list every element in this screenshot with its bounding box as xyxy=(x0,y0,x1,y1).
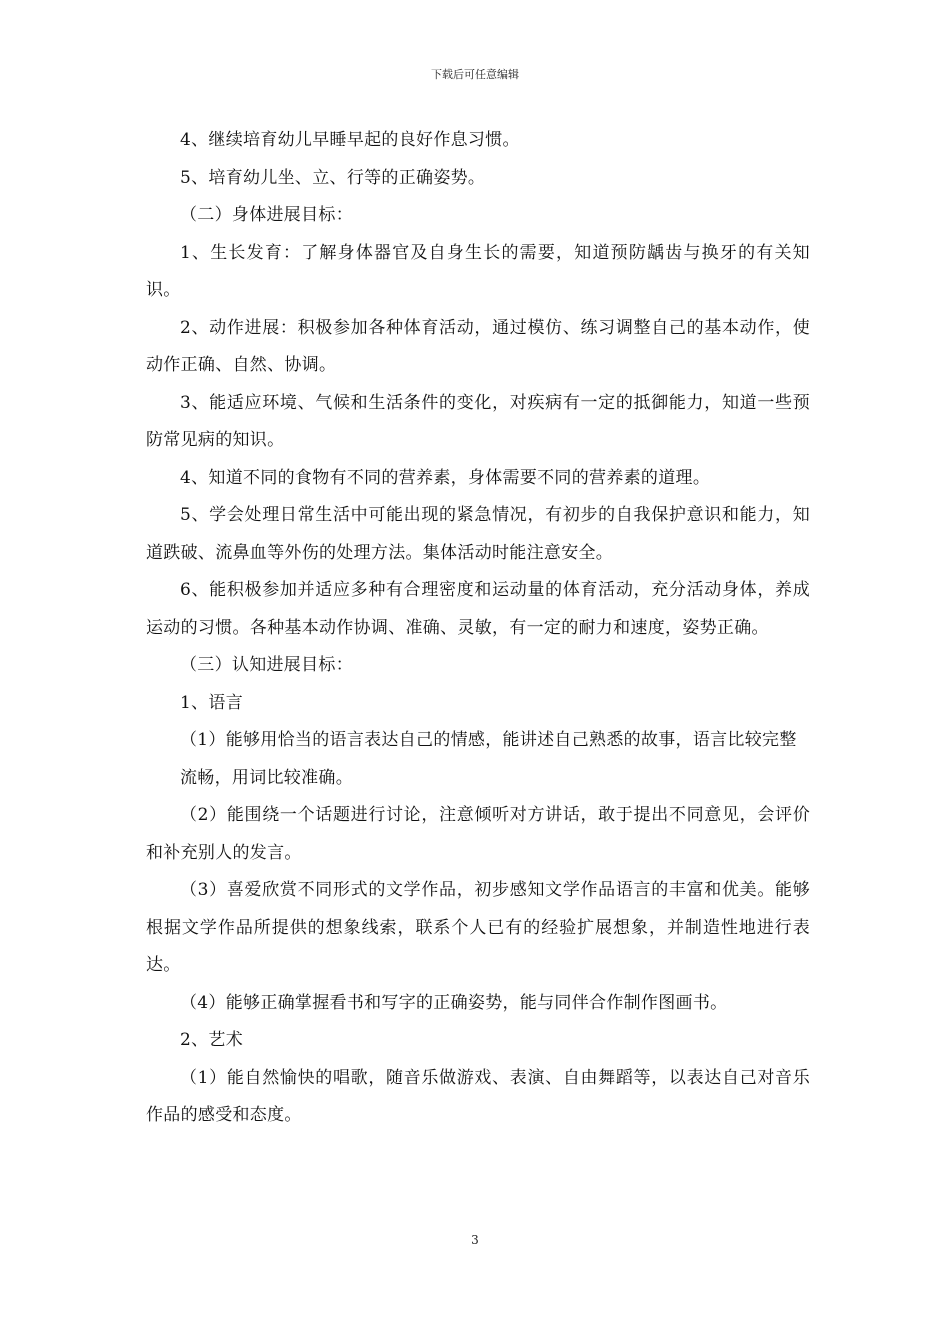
section-heading: （二）身体进展目标： xyxy=(180,205,353,225)
section-heading: （三）认知进展目标： xyxy=(180,655,353,675)
document-body xyxy=(146,122,810,1135)
paragraph: （1）能够用恰当的语言表达自己的情感，能讲述自己熟悉的故事，语言比较完整 xyxy=(180,730,797,750)
paragraph: 3、能适应环境、气候和生活条件的变化，对疾病有一定的抵御能力，知道一些预防常见病的知识。 xyxy=(146,392,810,450)
paragraph: （4）能够正确掌握看书和写字的正确姿势，能与同伴合作制作图画书。 xyxy=(180,992,728,1013)
paragraph: 5、学会处理日常生活中可能出现的紧急情况，有初步的自我保护意识和能力，知道跌破、流鼻血等外伤的处理方法。集体活动时能注意安全。 xyxy=(146,505,810,563)
paragraph: （3）喜爱欣赏不同形式的文学作品，初步感知文学作品语言的丰富和优美。能够根据文学作品所提供的想象线索，联系个人已有的经验扩展想象，并制造性地进行表达。 xyxy=(146,880,810,975)
paragraph: 1、生长发育：了解身体器官及自身生长的需要，知道预防龋齿与换牙的有关知识。 xyxy=(146,242,810,300)
paragraph: （2）能围绕一个话题进行讨论，注意倾听对方讲话，敢于提出不同意见，会评价和补充别人的发言。 xyxy=(146,805,810,863)
subsection-heading: 1、语言 xyxy=(180,692,244,713)
paragraph: 2、动作进展：积极参加各种体育活动，通过模仿、练习调整自己的基本动作，使动作正确、自然、协调。 xyxy=(146,317,810,375)
page-number: 3 xyxy=(471,1233,479,1247)
paragraph: 5、培育幼儿坐、立、行等的正确姿势。 xyxy=(180,167,486,188)
paragraph: 4、知道不同的食物有不同的营养素，身体需要不同的营养素的道理。 xyxy=(180,467,711,488)
paragraph: 4、继续培育幼儿早睡早起的良好作息习惯。 xyxy=(180,130,520,150)
paragraph: 6、能积极参加并适应多种有合理密度和运动量的体育活动，充分活动身体，养成运动的习惯。各种基本动作协调、准确、灵敏，有一定的耐力和速度，姿势正确。 xyxy=(146,580,810,638)
paragraph: （1）能自然愉快的唱歌，随音乐做游戏、表演、自由舞蹈等，以表达自己对音乐作品的感受和态度。 xyxy=(146,1067,810,1125)
subsection-heading: 2、艺术 xyxy=(180,1030,244,1050)
page-header: 下载后可任意编辑 xyxy=(431,68,519,81)
paragraph: 流畅，用词比较准确。 xyxy=(180,767,353,788)
